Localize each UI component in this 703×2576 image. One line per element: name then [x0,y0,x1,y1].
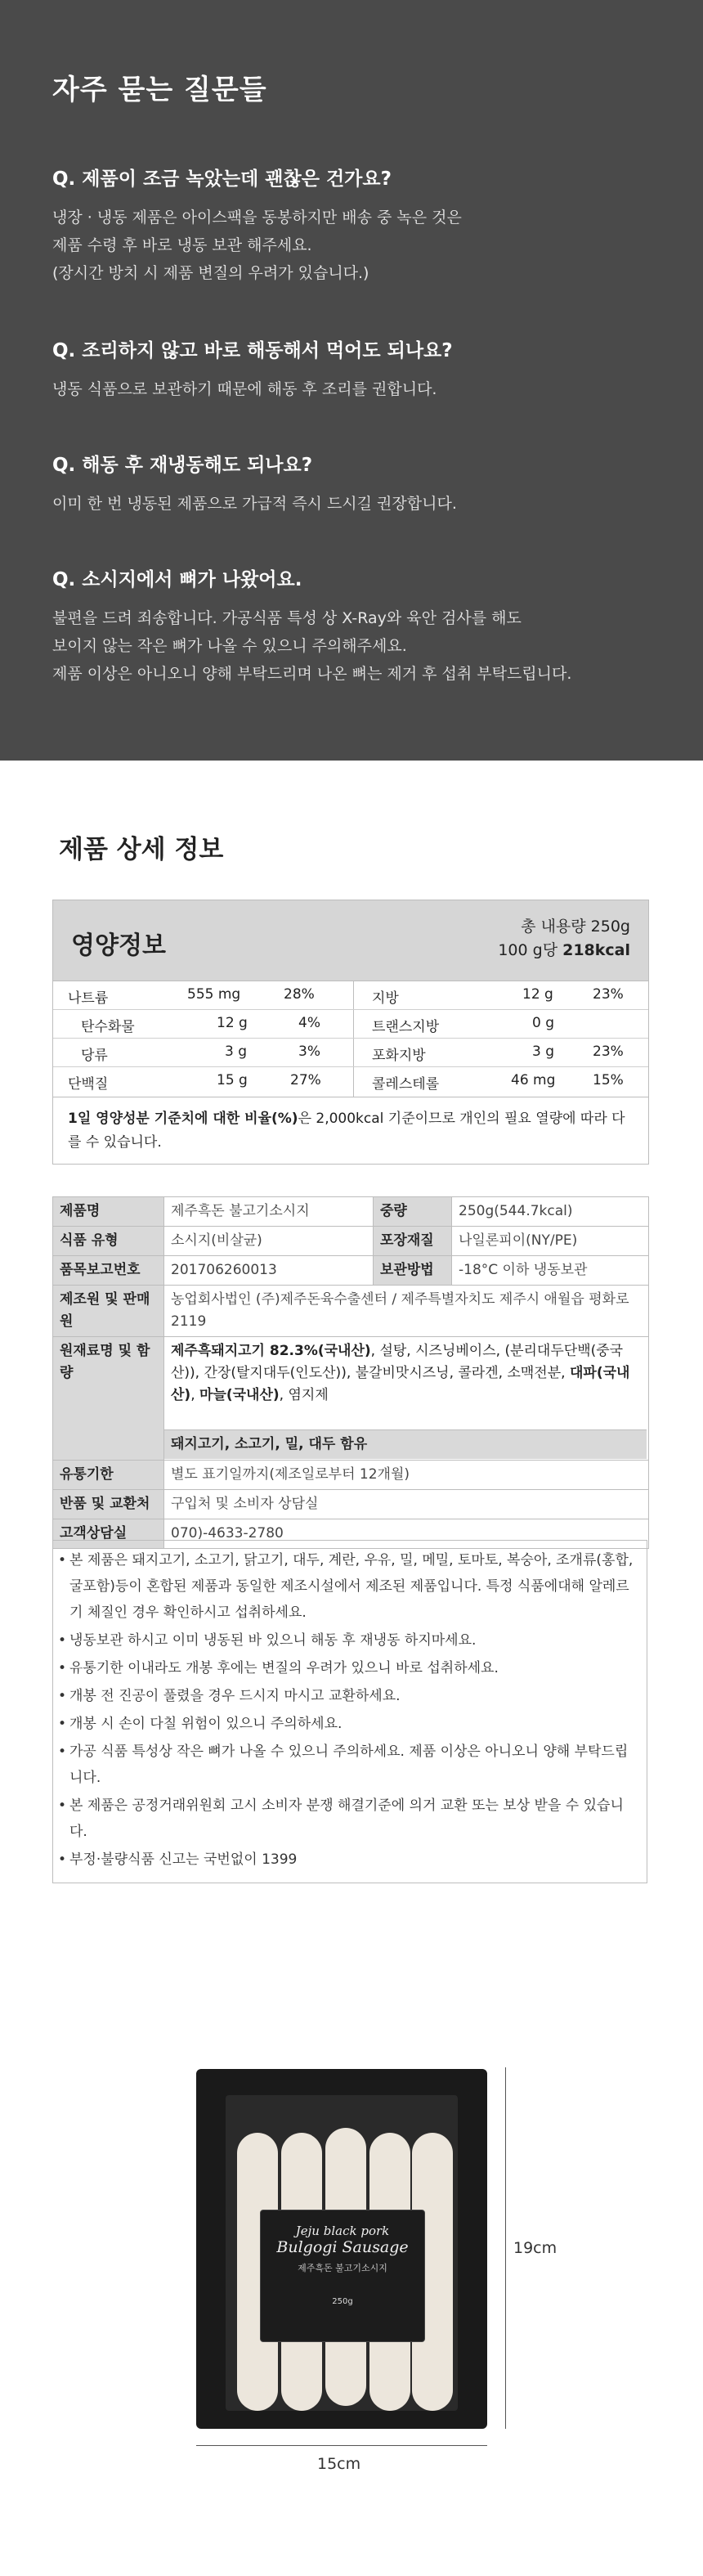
faq-answer-line: 불편을 드려 죄송합니다. 가공식품 특성 상 X-Ray와 육안 검사를 해도 [52,609,522,627]
cell-label: 제품명 [53,1197,164,1226]
nutrient-amount: 0 g [532,1015,555,1031]
note-item: • 본 제품은 돼지고기, 소고기, 닭고기, 대두, 계란, 우유, 밀, 메밀, 토마토, 복숭아, 조개류(홍합, 굴포함)등이 혼합된 제품과 동일한 제조시설에서 제조된 제품입니다. 특정 식품에대해 알레르기 체질인 경우 확인하시고 섭취하세요. [58,1547,640,1626]
cell-label: 원재료명 및 함량 [53,1337,164,1460]
nutrient-name: 지방 [372,990,399,1007]
ingredient-text: , 염지제 [279,1387,329,1403]
nutrient-percent: 28% [284,986,315,1003]
product-info-title: 제품 상세 정보 [59,835,224,864]
footnote-text: 은 2,000kcal 기준이므로 개인의 필요 열량에 따라 다를 수 있습니다. [68,1111,625,1151]
faq-item [52,164,674,287]
cell-value: 구입처 및 소비자 상담실 [171,1496,319,1512]
per-100g-kcal: 218kcal [562,941,630,959]
faq-section [0,0,703,761]
cell-label: 품목보고번호 [53,1256,164,1285]
nutrient-name: 탄수화물 [81,1019,135,1035]
nutrient-amount: 3 g [225,1043,248,1060]
cell-label: 중량 [374,1197,452,1226]
nutrition-header [53,900,648,981]
ingredient-main: 제주흑돼지고기 82.3%(국내산) [171,1343,371,1359]
faq-answer [52,204,674,287]
nutrient-percent: 27% [290,1072,321,1088]
faq-answer [52,490,674,518]
ingredients-cell [164,1337,647,1460]
faq-answer-line: (장시간 방치 시 제품 변질의 우려가 있습니다.) [52,264,369,282]
notes-list [58,1547,640,1873]
faq-answer-line: 냉장 · 냉동 제품은 아이스팩을 동봉하지만 배송 중 녹은 것은 [52,209,462,227]
faq-answer [52,604,674,688]
nutrient-percent: 4% [298,1015,320,1031]
faq-item [52,564,674,688]
notes-box [52,1540,647,1883]
label-weight: 250g [332,2297,353,2306]
cell-value: 201706260013 [164,1256,374,1285]
faq-answer-line: 제품 수령 후 바로 냉동 보관 해주세요. [52,236,312,254]
note-item: • 냉동보관 하시고 이미 냉동된 바 있으니 해동 후 재냉동 하지마세요. [58,1627,640,1654]
nutrient-name: 콜레스테롤 [372,1076,440,1093]
nutrition-table [52,900,649,1165]
table-row [53,1337,648,1461]
footnote-bold: 1일 영양성분 기준치에 대한 비율(%) [68,1111,298,1127]
ingredients-value [164,1337,647,1429]
table-row [53,1286,648,1337]
nutrient-amount: 15 g [217,1072,248,1088]
label-english-2: Bulgogi Sausage [276,2238,409,2256]
cell-value: 농업회사법인 (주)제주돈육수출센터 / 제주특별자치도 제주시 애월읍 평화로 2119 [171,1291,629,1330]
nutrient-amount: 12 g [217,1015,248,1031]
nutrient-amount: 555 mg [187,986,241,1003]
nutrition-summary [498,915,630,963]
table-row [53,1461,648,1490]
faq-answer [52,375,674,403]
product-details-table [52,1196,649,1549]
faq-answer-line: 보이지 않는 작은 뼈가 나올 수 있으니 주의해주세요. [52,637,407,655]
note-item: • 가공 식품 특성상 작은 뼈가 나올 수 있으니 주의하세요. 제품 이상은 아니오니 양해 부탁드립니다. [58,1739,640,1791]
nutrient-amount: 12 g [522,986,553,1003]
nutrient-percent: 23% [593,1043,624,1060]
nutrient-amount: 3 g [532,1043,555,1060]
nutrition-title: 영양정보 [71,931,166,960]
cell-value: 070)-4633-2780 [171,1525,284,1542]
cell-label: 식품 유형 [53,1227,164,1255]
faq-answer-line: 냉동 식품으로 보관하기 때문에 해동 후 조리를 권합니다. [52,380,437,398]
package-inner [226,2095,458,2411]
table-row [53,1227,648,1256]
cell-label: 유통기한 [53,1461,164,1489]
cell-value: 제주흑돈 불고기소시지 [164,1197,374,1226]
cell-value: 250g(544.7kcal) [459,1203,573,1219]
faq-item [52,335,674,403]
nutrition-row [53,1038,648,1067]
faq-question: Q. 제품이 조금 녹았는데 괜찮은 건가요? [52,168,392,190]
nutrient-amount: 46 mg [511,1072,556,1088]
cell-value: 나일론피이(NY/PE) [459,1232,578,1249]
faq-title: 자주 묻는 질문들 [52,74,267,106]
cell-value: -18°C 이하 냉동보관 [459,1262,588,1278]
nutrition-row [53,1066,648,1097]
faq-question: Q. 조리하지 않고 바로 해동해서 먹어도 되나요? [52,340,453,361]
cell-label: 반품 및 교환처 [53,1490,164,1519]
height-dimension-line [505,2067,506,2429]
nutrition-total: 총 내용량 250g [521,918,630,936]
nutrient-percent: 23% [593,986,624,1003]
nutrition-row [53,981,648,1010]
note-item: • 개봉 시 손이 다칠 위험이 있으니 주의하세요. [58,1711,640,1737]
nutrient-name: 포화지방 [372,1048,426,1064]
nutrient-name: 트랜스지방 [372,1019,440,1035]
nutrition-footnote [68,1107,632,1155]
nutrient-name: 단백질 [68,1076,109,1093]
note-item: • 부정·불량식품 신고는 국번없이 1399 [58,1847,640,1873]
table-row [53,1490,648,1519]
allergy-info: 돼지고기, 소고기, 밀, 대두 함유 [164,1429,647,1459]
ingredient-text: , 설탕, 시즈닝베이스, (분리대두단백(중국산)), 간장(탈지대두(인도산)), 불갈비맛시즈닝, 콜라겐, 소맥전분, [171,1343,624,1381]
label-korean: 제주흑돈 불고기소시지 [298,2263,387,2273]
faq-question: Q. 해동 후 재냉동해도 되나요? [52,455,313,476]
nutrient-name: 나트륨 [68,990,109,1007]
cell-value: 소시지(비살균) [164,1227,374,1255]
note-item: • 개봉 전 진공이 풀렸을 경우 드시지 마시고 교환하세요. [58,1683,640,1709]
per-100g-label: 100 g당 [498,941,563,959]
cell-label: 보관방법 [374,1256,452,1285]
cell-label: 포장재질 [374,1227,452,1255]
nutrition-per-100g [498,939,630,963]
ingredient-text: , [190,1387,200,1403]
package-label [260,2210,425,2342]
cell-value: 별도 표기일까지(제조일로부터 12개월) [171,1466,410,1483]
table-row [53,1256,648,1286]
nutrient-percent: 15% [593,1072,624,1088]
note-item: • 유통기한 이내라도 개봉 후에는 변질의 우려가 있으니 바로 섭취하세요. [58,1655,640,1681]
nutrient-name: 당류 [81,1048,108,1064]
nutrient-percent: 3% [298,1043,320,1060]
faq-answer-line: 제품 이상은 아니오니 양해 부탁드리며 나온 뼈는 제거 후 섭취 부탁드립니다. [52,665,572,683]
width-dimension-line [196,2445,487,2446]
faq-answer-line: 이미 한 번 냉동된 제품으로 가급적 즉시 드시길 권장합니다. [52,495,457,513]
note-item: • 본 제품은 공정거래위원회 고시 소비자 분쟁 해결기준에 의거 교환 또는 보상 받을 수 있습니다. [58,1793,640,1845]
table-row [53,1197,648,1227]
faq-question: Q. 소시지에서 뼈가 나왔어요. [52,569,302,590]
width-dimension-label: 15cm [317,2455,361,2473]
cell-label: 고객상담실 [53,1519,164,1548]
ingredient-garlic: 마늘(국내산) [199,1387,280,1403]
height-dimension-label: 19cm [513,2239,557,2257]
cell-label: 제조원 및 판매원 [53,1286,164,1336]
ingredient-green-onion: 대파(국내산) [171,1365,630,1403]
nutrition-row [53,1009,648,1039]
faq-item [52,450,674,518]
product-package-image [196,2069,487,2429]
label-english-1: Jeju black pork [295,2224,390,2238]
